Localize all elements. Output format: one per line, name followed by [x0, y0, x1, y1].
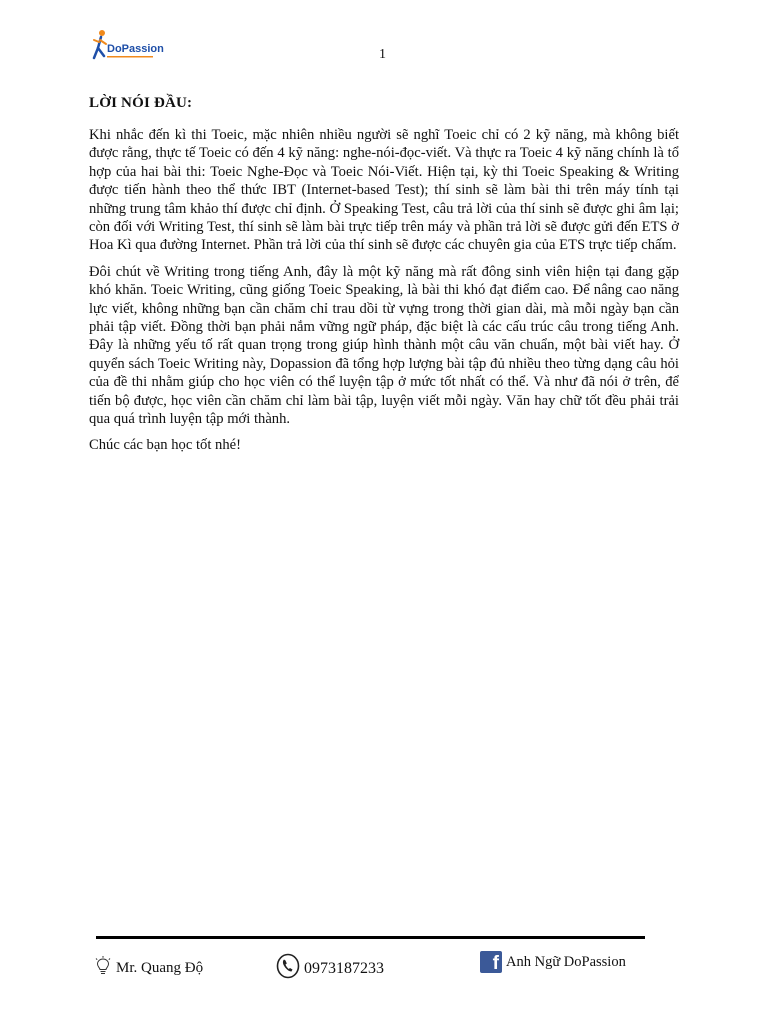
page-number: 1 — [379, 47, 386, 62]
dopassion-logo — [92, 28, 164, 64]
footer-phone — [276, 953, 384, 984]
footer-author-name: Mr. Quang Độ — [116, 960, 204, 976]
footer — [0, 950, 768, 986]
paragraph-intro: Khi nhắc đến kì thi Toeic, mặc nhiên nhiều người sẽ nghĩ Toeic chỉ có 2 kỹ năng, mà không biết được rằng, thực tế Toeic có đến 4 kỹ năng: nghe-nói-đọc-viết. Và thực ra Toeic 4 kỹ năng chính là tổ hợp của hai bài thi: Toeic Nghe-Đọc và Toeic Nói-Viết. Hiện tại, kỳ thi Toeic Speaking & Writing được tiến hành theo thể thức IBT (Internet-based Test); thí sinh sẽ làm bài thi trên máy tính tại những trung tâm khảo thí được chỉ định. Ở Speaking Test, câu trả lời của thí sinh sẽ được ghi âm lại; còn đối với Writing Test, thí sinh sẽ làm bài trực tiếp trên máy và phần trả lời sẽ được gửi đến ETS ở Hoa Kì qua đường Internet. Phần trả lời của thí sinh sẽ được các chuyên gia của ETS trực tiếp chấm. — [89, 127, 679, 254]
footer-author — [94, 956, 203, 981]
document-body — [89, 95, 679, 454]
footer-divider — [96, 936, 645, 939]
footer-facebook-name: Anh Ngữ DoPassion — [506, 953, 626, 970]
logo-text: DoPassion — [107, 43, 164, 55]
lightbulb-icon — [94, 956, 112, 981]
facebook-icon: f — [480, 951, 502, 973]
closing-line: Chúc các bạn học tốt nhé! — [89, 436, 241, 453]
footer-phone-number: 0973187233 — [304, 959, 384, 977]
document-heading: LỜI NÓI ĐẦU: — [89, 95, 193, 111]
paragraph-writing: Đôi chút về Writing trong tiếng Anh, đây là một kỹ năng mà rất đông sinh viên hiện tại đang gặp khó khăn. Toeic Writing, cũng giống Toeic Speaking, là bài thi khó đạt điểm cao. Để nâng cao năng lực viết, không những bạn cần chăm chỉ trau dồi từ vựng trong thời gian dài, mà mỗi ngày bạn cần phải tập viết. Đồng thời bạn phải nắm vững ngữ pháp, đặc biệt là các cấu trúc câu trong tiếng Anh. Đây là những yếu tố rất quan trọng trong giúp hình thành một câu văn chuẩn, một bài viết hay. Ở quyển sách Toeic Writing này, Dopassion đã tổng hợp lượng bài tập đủ nhiều theo từng dạng câu hỏi của đề thi nhằm giúp cho học viên có thể luyện tập ở mức tốt nhất có thể. Và như đã nói ở trên, để tiến bộ được, học viên cần chăm chỉ làm bài tập, luyện viết mỗi ngày. Văn hay chữ tốt đều phải trải qua quá trình luyện tập mới thành. — [89, 263, 679, 428]
footer-facebook — [480, 951, 626, 973]
phone-icon — [276, 953, 300, 984]
